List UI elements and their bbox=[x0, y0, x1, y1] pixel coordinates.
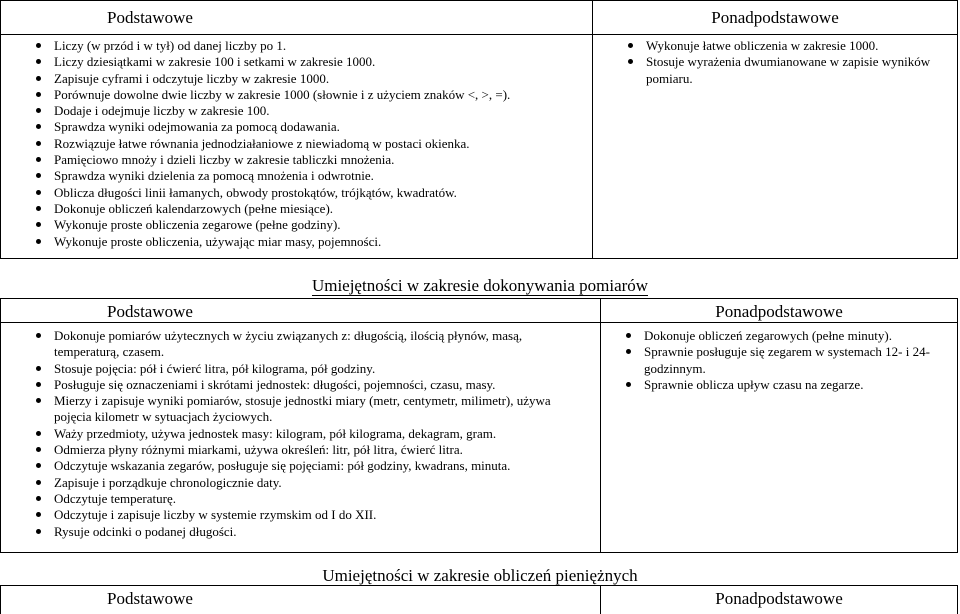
section-title-measurements-text: Umiejętności w zakresie dokonywania pomiarów bbox=[311, 276, 649, 295]
list-item: Wykonuje proste obliczenia, używając miar masy, pojemności. bbox=[30, 234, 585, 250]
list-item: Odmierza płyny różnymi miarkami, używa określeń: litr, pół litra, ćwierć litra. bbox=[30, 442, 590, 458]
list-item: Sprawnie oblicza upływ czasu na zegarze. bbox=[620, 377, 950, 393]
list-item: Stosuje pojęcia: pół i ćwierć litra, pół kilograma, pół godziny. bbox=[30, 361, 590, 377]
table3-header-basic: Podstawowe bbox=[107, 589, 193, 608]
table1-border-top bbox=[0, 0, 958, 1]
table1-border-bottom bbox=[0, 258, 958, 259]
table1-column-divider bbox=[592, 0, 593, 259]
list-item: Waży przedmioty, używa jednostek masy: kilogram, pół kilograma, dekagram, gram. bbox=[30, 426, 590, 442]
table1-border-right bbox=[957, 0, 958, 259]
list-item: Dokonuje obliczeń kalendarzowych (pełne miesiące). bbox=[30, 201, 585, 217]
table2-header-basic: Podstawowe bbox=[107, 302, 193, 321]
list-item: Liczy dziesiątkami w zakresie 100 i setkami w zakresie 1000. bbox=[30, 54, 585, 70]
table2-border-bottom bbox=[0, 552, 958, 553]
list-item: Wykonuje łatwe obliczenia w zakresie 1000. bbox=[622, 38, 952, 54]
list-item: Pamięciowo mnoży i dzieli liczby w zakresie tabliczki mnożenia. bbox=[30, 152, 585, 168]
list-item: Zapisuje cyframi i odczytuje liczby w zakresie 1000. bbox=[30, 71, 585, 87]
list-item: Rozwiązuje łatwe równania jednodziałaniowe z niewiadomą w postaci okienka. bbox=[30, 136, 585, 152]
table1-basic-list bbox=[30, 38, 585, 250]
list-item: Zapisuje i porządkuje chronologicznie daty. bbox=[30, 475, 590, 491]
section-title-measurements bbox=[0, 276, 960, 296]
list-item: Wykonuje proste obliczenia zegarowe (pełne godziny). bbox=[30, 217, 585, 233]
table1-advanced-list bbox=[622, 38, 952, 87]
table2-border-top bbox=[0, 298, 958, 299]
list-item: Odczytuje wskazania zegarów, posługuje się pojęciami: pół godziny, kwadrans, minuta. bbox=[30, 458, 590, 474]
table2-border-left bbox=[0, 298, 1, 553]
table2-header-advanced: Ponadpodstawowe bbox=[715, 302, 843, 321]
table2-header-divider bbox=[0, 322, 958, 323]
section-title-money bbox=[0, 566, 960, 586]
list-item: Liczy (w przód i w tył) od danej liczby po 1. bbox=[30, 38, 585, 54]
table3-border-top bbox=[0, 585, 958, 586]
list-item: Mierzy i zapisuje wyniki pomiarów, stosuje jednostki miary (metr, centymetr, milimetr), używa pojęcia kilometr w sytuacjach życiowych. bbox=[30, 393, 590, 426]
table1-border-left bbox=[0, 0, 1, 259]
table2-column-divider bbox=[600, 298, 601, 553]
list-item: Posługuje się oznaczeniami i skrótami jednostek: długości, pojemności, czasu, masy. bbox=[30, 377, 590, 393]
list-item: Sprawdza wyniki dzielenia za pomocą mnożenia i odwrotnie. bbox=[30, 168, 585, 184]
list-item: Porównuje dowolne dwie liczby w zakresie 1000 (słownie i z użyciem znaków <, >, =). bbox=[30, 87, 585, 103]
list-item: Oblicza długości linii łamanych, obwody prostokątów, trójkątów, kwadratów. bbox=[30, 185, 585, 201]
table2-border-right bbox=[957, 298, 958, 553]
section-title-money-text: Umiejętności w zakresie obliczeń pieniężnych bbox=[322, 566, 638, 585]
list-item: Dokonuje obliczeń zegarowych (pełne minuty). bbox=[620, 328, 950, 344]
table1-header-basic: Podstawowe bbox=[107, 8, 193, 27]
list-item: Sprawdza wyniki odejmowania za pomocą dodawania. bbox=[30, 119, 585, 135]
list-item: Dokonuje pomiarów użytecznych w życiu związanych z: długością, ilością płynów, masą, temperaturą, czasem. bbox=[30, 328, 590, 361]
table1-header-advanced: Ponadpodstawowe bbox=[711, 8, 839, 27]
list-item: Sprawnie posługuje się zegarem w systemach 12- i 24-godzinnym. bbox=[620, 344, 950, 377]
list-item: Odczytuje temperaturę. bbox=[30, 491, 590, 507]
table2-advanced-list bbox=[620, 328, 950, 393]
table2-basic-list bbox=[30, 328, 590, 540]
list-item: Stosuje wyrażenia dwumianowane w zapisie wyników pomiaru. bbox=[622, 54, 952, 87]
table3-header-advanced: Ponadpodstawowe bbox=[715, 589, 843, 608]
table1-header-divider bbox=[0, 34, 958, 35]
list-item: Dodaje i odejmuje liczby w zakresie 100. bbox=[30, 103, 585, 119]
list-item: Rysuje odcinki o podanej długości. bbox=[30, 524, 590, 540]
list-item: Odczytuje i zapisuje liczby w systemie rzymskim od I do XII. bbox=[30, 507, 590, 523]
